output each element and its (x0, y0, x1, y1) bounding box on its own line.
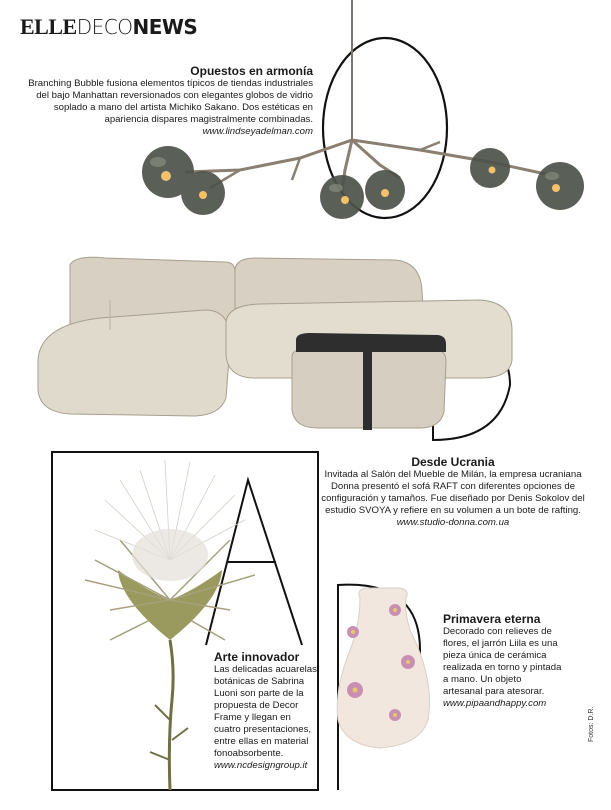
article-title: Arte innovador (214, 650, 300, 664)
letter-a-outline (206, 480, 302, 645)
masthead-news: NEWS (132, 15, 198, 39)
masthead-elle: ELLE (20, 14, 77, 39)
article-text: Decorado con relieves de flores, el jarrón Liila es una pieza única de cerámica realizada en torno y pintada a mano. Un objeto artesanal para atesorar. (443, 626, 562, 697)
article-body (443, 626, 563, 710)
article-body (316, 469, 590, 529)
photo-credit: Fotos: D.R. (588, 706, 595, 742)
article-title: Primavera eterna (443, 612, 541, 626)
sofa-image (38, 257, 512, 430)
article-body (214, 664, 318, 772)
article-arte (214, 650, 318, 772)
article-url[interactable]: www.ncdesigngroup.it (214, 760, 308, 771)
article-opuestos (13, 64, 313, 138)
vase-image (337, 588, 429, 748)
article-body (13, 78, 313, 138)
article-text: Branching Bubble fusiona elementos típicos de tiendas industriales del bajo Manhattan reversionados con elegantes globos de vidrio soplado a mano del artista Michiko Sakano. Dos estéticas en apariencia dispares magistralmente combinadas. (28, 78, 313, 125)
article-url[interactable]: www.lindseyadelman.com (202, 126, 313, 137)
article-title: Desde Ucrania (411, 455, 495, 469)
article-url[interactable]: www.pipaandhappy.com (443, 698, 547, 709)
article-ucrania (316, 455, 590, 529)
article-primavera (443, 612, 563, 710)
article-title: Opuestos en armonía (190, 64, 313, 78)
article-url[interactable]: www.studio-donna.com.ua (396, 517, 510, 528)
article-text: Invitada al Salón del Mueble de Milán, la empresa ucraniana Donna presentó el sofá RAFT con diferentes opciones de configuración y tamaños. Fue diseñado por Denis Sokolov del estudio SVOYA y refiere en su volumen a un bote de rafting. (321, 469, 585, 516)
masthead-deco: DECO (76, 15, 133, 39)
article-text: Las delicadas acuarelas botánicas de Sabrina Luoni son parte de la propuesta de Decor Frame y llegan en cuatro presentaciones, entre ellas en material fonoabsorbente. (214, 664, 317, 759)
